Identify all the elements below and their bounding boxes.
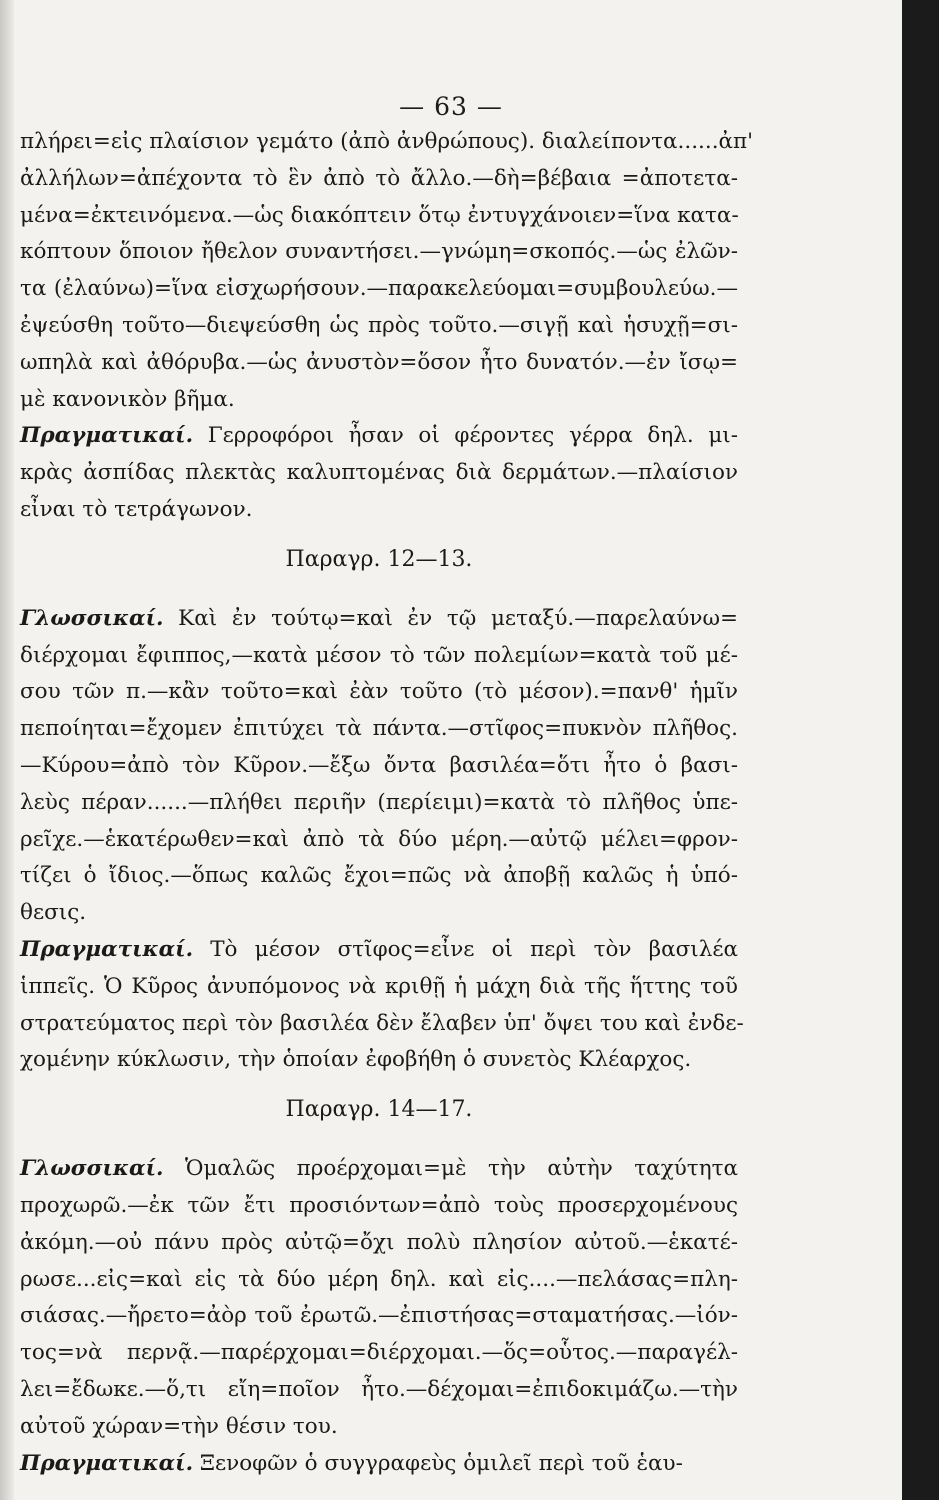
line-text: κρὰς ἀσπίδας πλεκτὰς καλυπτομένας διὰ δερμάτων.—πλαίσιον	[20, 460, 738, 486]
text-line	[20, 1409, 738, 1446]
text-line	[20, 418, 738, 455]
section-heading: Παραγρ. 12—13.	[285, 546, 473, 572]
line-text: σου τῶν π.—κἂν τοῦτο=καὶ ἐὰν τοῦτο (τὸ μέσον).=πανθ' ἡμῖν	[20, 679, 738, 705]
text-line	[20, 895, 738, 932]
text-line	[20, 1372, 738, 1409]
text-line	[20, 674, 738, 711]
line-text: εἶναι τὸ τετράγωνον.	[20, 496, 253, 522]
line-text: λεὺς πέραν......—πλήθει περιῆν (περίειμι)=κατὰ τὸ πλῆθος ὑπε-	[20, 789, 738, 815]
text-line	[20, 711, 738, 748]
page-number: — 63 —	[399, 92, 503, 121]
text-line	[20, 382, 738, 419]
text-line	[20, 161, 738, 198]
line-text: αὐτοῦ χώραν=τὴν θέσιν του.	[20, 1413, 338, 1439]
text-line	[20, 748, 738, 785]
text-line	[20, 1042, 738, 1079]
paragraph-label: Πραγματικαί.	[20, 423, 194, 449]
line-text: Καὶ ἐν τούτῳ=καὶ ἐν τῷ μεταξύ.—παρελαύνω=	[178, 605, 738, 631]
text-line	[20, 308, 738, 345]
paragraph-label: Πραγματικαί.	[20, 936, 194, 962]
text-line	[20, 1335, 738, 1372]
line-text: Τὸ μέσον στῖφος=εἶνε οἱ περὶ τὸν βασιλέα	[210, 936, 738, 962]
line-text: θεσις.	[20, 900, 87, 926]
text-line	[20, 1151, 738, 1188]
paragraph	[20, 932, 744, 1079]
text-line	[20, 1188, 738, 1225]
line-text: προχωρῶ.—ἐκ τῶν ἔτι προσιόντων=ἀπὸ τοὺς προσερχομένους	[20, 1192, 738, 1218]
line-text: μὲ κανονικὸν βῆμα.	[20, 386, 235, 412]
paragraph	[20, 418, 738, 528]
paragraph	[20, 1446, 738, 1483]
text-line	[20, 1262, 738, 1299]
line-text: ἀλλήλων=ἀπέχοντα τὸ ἓν ἀπὸ τὸ ἄλλο.—δὴ=βέβαια =ἀποτετα-	[20, 165, 738, 191]
line-text: σιάσας.—ἤρετο=ἀὸρ τοῦ ἐρωτῶ.—ἐπιστήσας=σταματήσας.—ἰόν-	[20, 1303, 738, 1329]
paragraph-label: Γλωσσικαί.	[20, 605, 164, 631]
line-text: τα (ἐλαύνω)=ἵνα εἰσχωρήσουν.—παρακελεύομαι=συμβουλεύω.—	[20, 276, 738, 302]
line-text: ρεῖχε.—ἑκατέρωθεν=καὶ ἀπὸ τὰ δύο μέρη.—αὐτῷ μέλει=φρον-	[20, 826, 738, 852]
line-text: διέρχομαι ἔφιππος,—κατὰ μέσον τὸ τῶν πολεμίων=κατὰ τοῦ μέ-	[20, 642, 738, 668]
paragraph	[20, 124, 754, 418]
text-line	[20, 198, 738, 235]
text-line	[20, 124, 754, 161]
line-text: Ὁμαλῶς προέρχομαι=μὲ τὴν αὐτὴν ταχύτητα	[184, 1156, 738, 1182]
line-text: κόπτουν ὅποιον ἤθελον συναντήσει.—γνώμη=σκοπός.—ὡς ἐλῶν-	[20, 239, 738, 265]
text-line	[20, 345, 738, 382]
line-text: πλήρει=εἰς πλαίσιον γεμάτο (ἀπὸ ἀνθρώπους). διαλείποντα......ἀπ'	[20, 129, 754, 154]
line-text: ωπηλὰ καὶ ἀθόρυβα.—ὡς ἀνυστὸν=ὅσον ἦτο δυνατόν.—ἐν ἴσῳ=	[20, 349, 738, 375]
line-text: στρατεύματος περὶ τὸν βασιλέα δὲν ἔλαβεν ὑπ' ὄψει του καὶ ἐνδε-	[20, 1010, 744, 1036]
section-heading: Παραγρ. 14—17.	[285, 1097, 473, 1123]
text-line	[20, 492, 738, 529]
text-line	[20, 1225, 738, 1262]
text-line	[20, 822, 738, 859]
line-text: Ξενοφῶν ὁ συγγραφεὺς ὁμιλεῖ περὶ τοῦ ἑαυ-	[199, 1450, 683, 1476]
text-line	[20, 969, 738, 1006]
line-text: λει=ἔδωκε.—ὅ,τι εἴη=ποῖον ἦτο.—δέχομαι=ἐπιδοκιμάζω.—τὴν	[20, 1376, 738, 1402]
text-line	[20, 1446, 738, 1483]
line-text: ἱππεῖς. Ὁ Κῦρος ἀνυπόμονος νὰ κριθῇ ἡ μάχη διὰ τῆς ἥττης τοῦ	[20, 973, 738, 999]
page-gutter-shadow	[0, 0, 14, 1500]
text-line	[20, 638, 738, 675]
text-line	[20, 1006, 744, 1043]
line-text: τος=νὰ περνᾷ.—παρέρχομαι=διέρχομαι.—ὅς=οὗτος.—παραγέλ-	[20, 1340, 738, 1366]
paragraph	[20, 1151, 738, 1445]
paragraph	[20, 601, 738, 932]
scan-border	[902, 0, 939, 1500]
line-text: πεποίηται=ἔχομεν ἐπιτύχει τὰ πάντα.—στῖφος=πυκνὸν πλῆθος.	[20, 716, 738, 742]
text-line	[20, 932, 738, 969]
text-line	[20, 234, 738, 271]
text-line	[20, 455, 738, 492]
text-line	[20, 858, 738, 895]
line-text: ἀκόμη.—οὐ πάνυ πρὸς αὐτῷ=ὄχι πολὺ πλησίον αὐτοῦ.—ἑκατέ-	[20, 1229, 738, 1255]
line-text: ἐψεύσθη τοῦτο—διεψεύσθη ὡς πρὸς τοῦτο.—σιγῇ καὶ ἡσυχῇ=σι-	[20, 312, 738, 338]
paragraph-label: Γλωσσικαί.	[20, 1156, 164, 1182]
text-line	[20, 601, 738, 638]
line-text: μένα=ἐκτεινόμενα.—ὡς διακόπτειν ὅτῳ ἐντυγχάνοιεν=ἵνα κατα-	[20, 202, 739, 228]
text-line	[20, 785, 738, 822]
line-text: —Κύρου=ἀπὸ τὸν Κῦρον.—ἔξω ὄντα βασιλέα=ὅτι ἦτο ὁ βασι-	[20, 752, 738, 778]
page-body	[20, 124, 754, 1482]
line-text: ρωσε...εἰς=καὶ εἰς τὰ δύο μέρη δηλ. καὶ εἰς....—πελάσας=πλη-	[20, 1266, 738, 1292]
text-line	[20, 1298, 738, 1335]
line-text: τίζει ὁ ἴδιος.—ὅπως καλῶς ἔχοι=πῶς νὰ ἀποβῇ καλῶς ἡ ὑπό-	[20, 863, 738, 889]
paragraph-label: Πραγματικαί.	[20, 1450, 194, 1476]
line-text: χομένην κύκλωσιν, τὴν ὁποίαν ἐφοβήθη ὁ συνετὸς Κλέαρχος.	[20, 1047, 692, 1073]
text-line	[20, 271, 738, 308]
line-text: Γερροφόροι ἦσαν οἱ φέροντες γέρρα δηλ. μι-	[207, 423, 738, 449]
